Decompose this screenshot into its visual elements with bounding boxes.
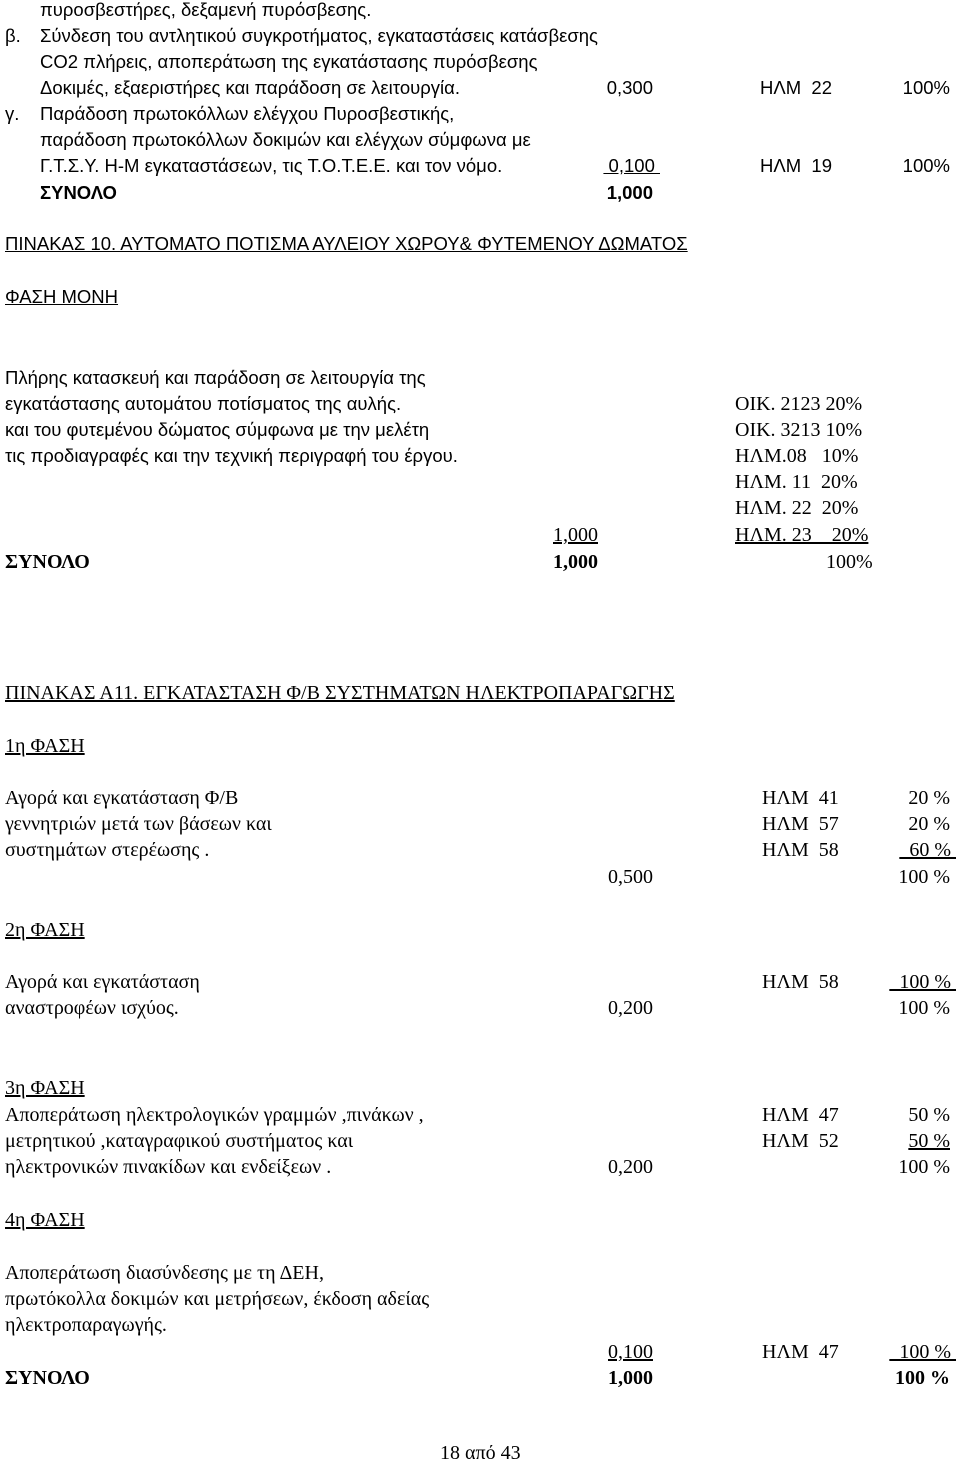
page-number: 18 από 43: [440, 1442, 521, 1464]
item-b-percent: 100%: [902, 77, 950, 98]
phase3-percent: 50 %: [908, 1104, 950, 1126]
table10-code: ΗΛΜ.08 10%: [735, 445, 859, 467]
tableA11-total-value: 1,000: [608, 1367, 653, 1389]
table10-code: ΟΙΚ. 2123 20%: [735, 393, 863, 415]
section-total-label: ΣΥΝΟΛΟ: [40, 182, 117, 203]
table10-heading: ΠΙΝΑΚΑΣ 10. ΑΥΤΟΜΑΤΟ ΠΟΤΙΣΜΑ ΑΥΛΕΙΟΥ ΧΩΡΟΥ& ΦΥΤΕΜΕΝΟΥ ΔΩΜΑΤΟΣ: [5, 233, 688, 254]
item-b-marker: β.: [5, 25, 21, 46]
table10-code: ΗΛΜ. 22 20%: [735, 497, 859, 519]
table10-phase-value: 1,000: [553, 524, 598, 546]
phase1-code: ΗΛΜ 41: [762, 787, 839, 809]
table10-total-label: ΣΥΝΟΛΟ: [5, 551, 90, 573]
table10-desc-line: τις προδιαγραφές και την τεχνική περιγραφή του έργου.: [5, 445, 458, 466]
table10-total-value: 1,000: [553, 551, 598, 573]
item-b-value: 0,300: [606, 77, 653, 98]
phase4-value: 0,100: [608, 1341, 653, 1363]
item-b-line: Δοκιμές, εξαεριστήρες και παράδοση σε λειτουργία.: [40, 77, 460, 98]
table10-code: ΗΛΜ. 23 20%: [735, 524, 869, 546]
item-g-code: ΗΛΜ 19: [760, 155, 832, 176]
phase2-code: ΗΛΜ 58: [762, 971, 839, 993]
phase4-desc-line: ηλεκτροπαραγωγής.: [5, 1314, 167, 1336]
table10-desc-line: και του φυτεμένου δώματος σύμφωνα με την μελέτη: [5, 419, 430, 440]
phase1-code: ΗΛΜ 58: [762, 839, 839, 861]
phase3-code: ΗΛΜ 47: [762, 1104, 839, 1126]
phase1-desc-line: συστημάτων στερέωσης .: [5, 839, 210, 861]
phase3-code: ΗΛΜ 52: [762, 1130, 839, 1152]
phase2-value: 0,200: [608, 997, 653, 1019]
phase1-desc-line: γεννητριών μετά των βάσεων και: [5, 813, 272, 835]
phase3-title: 3η ΦΑΣΗ: [5, 1077, 85, 1099]
item-g-percent: 100%: [902, 155, 950, 176]
phase1-title: 1η ΦΑΣΗ: [5, 735, 85, 757]
item-g-line: Γ.Τ.Σ.Υ. Η-Μ εγκαταστάσεων, τις Τ.Ο.Τ.Ε.Ε. και τον νόμο.: [40, 155, 503, 176]
item-g-value: 0,100: [603, 155, 660, 176]
phase1-total-percent: 100 %: [898, 866, 950, 888]
tableA11-heading: ΠΙΝΑΚΑΣ Α11. ΕΓΚΑΤΑΣΤΑΣΗ Φ/Β ΣΥΣΤΗΜΑΤΩΝ ΗΛΕΚΤΡΟΠΑΡΑΓΩΓΗΣ: [5, 682, 675, 704]
phase3-percent: 50 %: [908, 1130, 950, 1152]
phase3-desc-line: Αποπεράτωση ηλεκτρολογικών γραμμών ,πινάκων ,: [5, 1104, 424, 1126]
table10-phase-title: ΦΑΣΗ ΜΟΝΗ: [5, 286, 119, 307]
item-g-line: Παράδοση πρωτοκόλλων ελέγχου Πυροσβεστικής,: [40, 103, 455, 124]
phase2-desc-line: αναστροφέων ισχύος.: [5, 997, 179, 1019]
phase4-desc-line: πρωτόκολλα δοκιμών και μετρήσεων, έκδοση αδείας: [5, 1288, 430, 1310]
tableA11-total-label: ΣΥΝΟΛΟ: [5, 1367, 90, 1389]
item-g-line: παράδοση πρωτοκόλλων δοκιμών και ελέγχων σύμφωνα με: [40, 129, 531, 150]
table10-total-percent: 100%: [826, 551, 873, 573]
phase2-percent: 100 %: [889, 971, 956, 993]
tableA11-total-percent: 100 %: [895, 1367, 950, 1389]
item-g-marker: γ.: [5, 103, 20, 124]
phase4-percent: 100 %: [889, 1341, 956, 1363]
section-total-value: 1,000: [606, 182, 653, 203]
phase2-total-percent: 100 %: [898, 997, 950, 1019]
table10-code: ΟΙΚ. 3213 10%: [735, 419, 863, 441]
phase2-title: 2η ΦΑΣΗ: [5, 919, 85, 941]
phase1-desc-line: Αγορά και εγκατάσταση Φ/Β: [5, 787, 239, 809]
item-b-code: ΗΛΜ 22: [760, 77, 832, 98]
phase1-percent: 20 %: [908, 813, 950, 835]
table10-code: ΗΛΜ. 11 20%: [735, 471, 858, 493]
table10-desc-line: εγκατάστασης αυτομάτου ποτίσματος της αυλής.: [5, 393, 402, 414]
phase3-desc-line: ηλεκτρονικών πινακίδων και ενδείξεων .: [5, 1156, 332, 1178]
phase3-desc-line: μετρητικού ,καταγραφικού συστήματος και: [5, 1130, 354, 1152]
phase2-desc-line: Αγορά και εγκατάσταση: [5, 971, 200, 993]
phase3-total-percent: 100 %: [898, 1156, 950, 1178]
phase4-code: ΗΛΜ 47: [762, 1341, 839, 1363]
phase1-code: ΗΛΜ 57: [762, 813, 839, 835]
table10-desc-line: Πλήρης κατασκευή και παράδοση σε λειτουργία της: [5, 367, 426, 388]
intro-line: πυροσβεστήρες, δεξαμενή πυρόσβεσης.: [40, 0, 372, 20]
phase1-percent: 60 %: [899, 839, 956, 861]
phase4-desc-line: Αποπεράτωση διασύνδεσης με τη ΔΕΗ,: [5, 1262, 324, 1284]
phase1-percent: 20 %: [908, 787, 950, 809]
item-b-line: Σύνδεση του αντλητικού συγκροτήματος, εγκαταστάσεις κατάσβεσης: [40, 25, 598, 46]
phase3-value: 0,200: [608, 1156, 653, 1178]
item-b-line: CO2 πλήρεις, αποπεράτωση της εγκατάστασης πυρόσβεσης: [40, 51, 538, 72]
phase4-title: 4η ΦΑΣΗ: [5, 1209, 85, 1231]
phase1-value: 0,500: [608, 866, 653, 888]
